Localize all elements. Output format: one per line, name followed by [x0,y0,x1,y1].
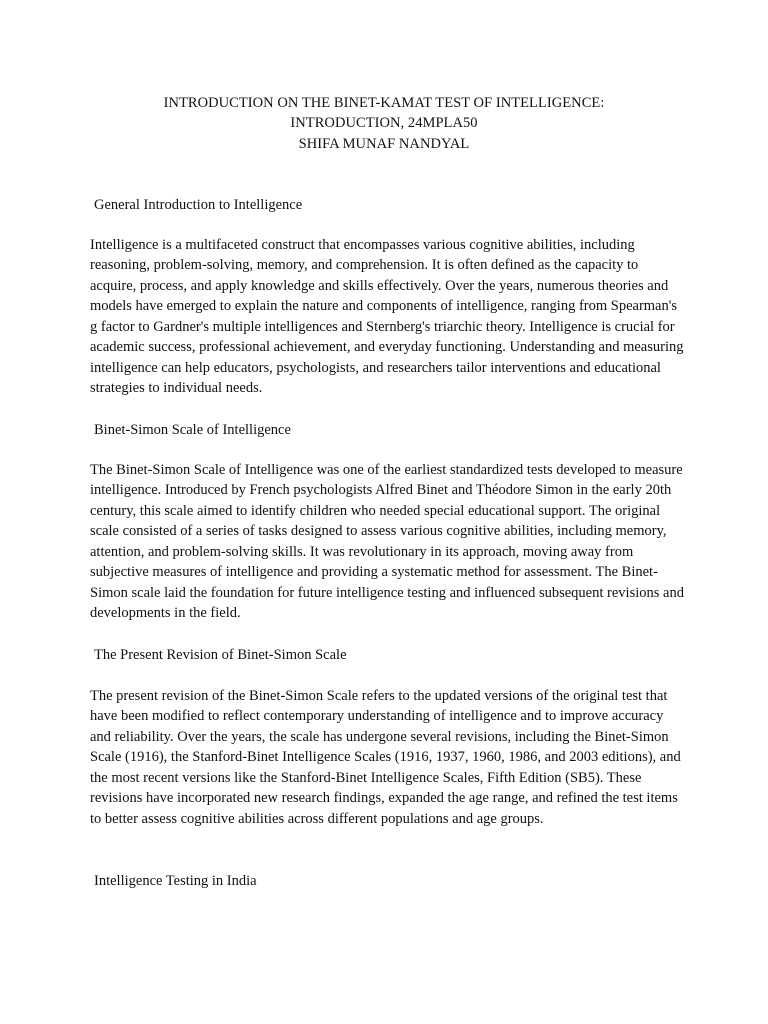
section-heading-general-introduction: General Introduction to Intelligence [94,197,303,213]
title-line-course: INTRODUCTION, 24MPLA50 [290,115,478,132]
section-heading-binet-simon-scale: Binet-Simon Scale of Intelligence [94,422,291,438]
title-line-main: INTRODUCTION ON THE BINET-KAMAT TEST OF INTELLIGENCE: [163,95,605,111]
title-line-author: SHIFA MUNAF NANDYAL [298,135,470,152]
document-title [0,93,768,154]
section-heading-present-revision: The Present Revision of Binet-Simon Scale [94,647,347,663]
section-heading-intelligence-testing-india: Intelligence Testing in India [94,873,257,889]
section-body-general-introduction: Intelligence is a multifaceted construct that encompasses various cognitive abilities, including reasoning, problem-solving, memory, and comprehension. It is often defined as the capacity to acquire, process, and apply knowledge and skills effectively. Over the years, numerous theories and models have emerged to explain the nature and components of intelligence, ranging from Spearman's g factor to Gardner's multiple intelligences and Sternberg's triarchic theory. Intelligence is crucial for academic success, professional achievement, and everyday functioning. Understanding and measuring intelligence can help educators, psychologists, and researchers tailor interventions and educational strategies to individual needs. [90,237,684,397]
section-body-binet-simon-scale: The Binet-Simon Scale of Intelligence was one of the earliest standardized tests developed to measure intelligence. Introduced by French psychologists Alfred Binet and Théodore Simon in the early 20th century, this scale aimed to identify children who needed special educational support. The original scale consisted of a series of tasks designed to assess various cognitive abilities, including memory, attention, and problem-solving skills. It was revolutionary in its approach, moving away from subjective measures of intelligence and providing a systematic method for assessment. The Binet-Simon scale laid the foundation for future intelligence testing and influenced subsequent revisions and developments in the field. [90,462,684,622]
section-body-present-revision: The present revision of the Binet-Simon Scale refers to the updated versions of the original test that have been modified to reflect contemporary understanding of intelligence and to improve accuracy and reliability. Over the years, the scale has undergone several revisions, including the Binet-Simon Scale (1916), the Stanford-Binet Intelligence Scales (1916, 1937, 1960, 1986, and 2003 editions), and the most recent versions like the Stanford-Binet Intelligence Scales, Fifth Edition (SB5). These revisions have incorporated new research findings, expanded the age range, and refined the test items to better assess cognitive abilities across different populations and age groups. [90,688,681,827]
